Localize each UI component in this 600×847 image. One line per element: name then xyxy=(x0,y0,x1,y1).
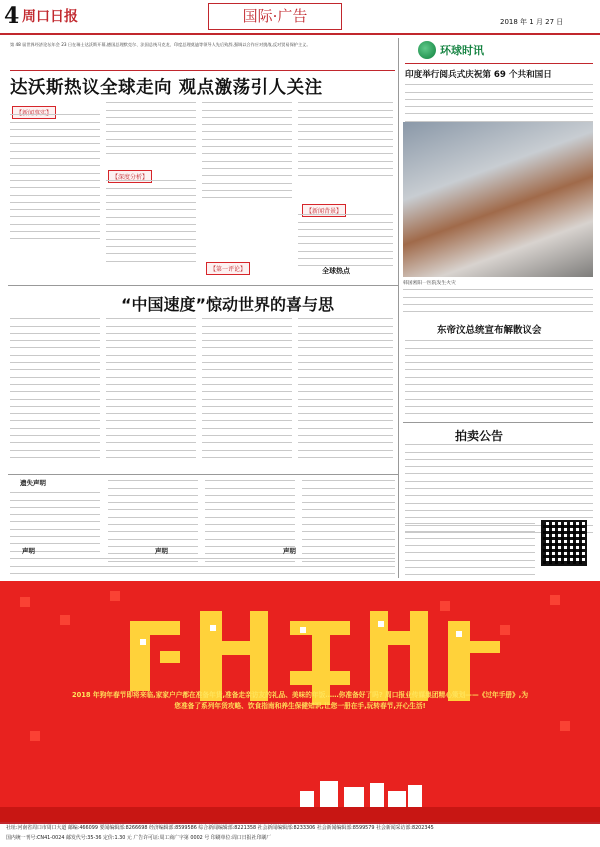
lead-body xyxy=(10,100,395,280)
column-rule xyxy=(398,38,399,578)
auction-headline: 拍卖公告 xyxy=(455,429,504,443)
notice-col-2 xyxy=(108,478,198,568)
statement-label-2: 声明 xyxy=(155,547,168,555)
notices-divider xyxy=(8,474,398,475)
subhead-background-label: 【新闻背景】 xyxy=(302,204,346,217)
lead-column-1 xyxy=(10,112,100,246)
page-number: 4 xyxy=(4,3,20,29)
brand-title: 环球时讯 xyxy=(440,44,484,57)
subhead-analysis-label: 【深度分析】 xyxy=(108,170,152,183)
lead-column-2 xyxy=(106,100,196,161)
lead-column-4b xyxy=(298,212,393,273)
section-title: 国际·广告 xyxy=(208,3,342,30)
notice-divider xyxy=(403,422,593,423)
publication-date: 2018 年 1 月 27 日 xyxy=(500,18,564,26)
lost-notice-label: 遗失声明 xyxy=(20,479,46,487)
masthead xyxy=(0,0,600,36)
tag-global: 全球热点 xyxy=(322,267,350,275)
paper-name: 周口日报 xyxy=(22,9,78,25)
lead-summary: 第 48 届世界经济论坛年会 23 日在瑞士达沃斯开幕,德国总理默克尔、法国总统马克龙、印度总理莫迪等领导人先后致辞,强调以合作应对挑战,反对贸易保护主义。 xyxy=(10,42,311,47)
notice-col-4 xyxy=(302,478,395,568)
footer-contacts: 社址:河南省周口市周口大道 邮编:466099 要闻编辑部:8266698 经济编辑部:8599586 综合新闻编辑部:8221358 社会新闻编辑部:8233306 社会新闻编辑部:8599579 社会新闻采访部:8202345 xyxy=(6,825,434,831)
lead-headline: 达沃斯热议全球走向 观点激荡引人关注 xyxy=(10,78,323,98)
statement-body xyxy=(10,556,395,580)
middle-headline: “中国速度”惊动世界的喜与思 xyxy=(120,295,335,314)
qr-code xyxy=(541,520,587,566)
subhead-comment xyxy=(206,256,250,275)
middle-body xyxy=(10,316,395,466)
notice-col-3 xyxy=(205,478,295,568)
lead-column-2b xyxy=(106,178,196,268)
middle-divider xyxy=(8,285,398,286)
masthead-rule xyxy=(0,33,600,35)
lead-column-4 xyxy=(298,100,393,183)
footer-publication-info: 国内统一刊号:CN41-0024 邮发代号:35-36 定价:1.30 元 广告许可证:周工商广字第 0002 号 印刷单位:周口日报社印刷厂 xyxy=(6,835,272,841)
ad-copy: 2018 年狗年春节即将来临,家家户户都在准备年货,准备走亲访友的礼品、美味的年饭……你准备好了吗? 周口报业传媒集团精心策划——《过年手册》,为您准备了系列年货攻略、饮食指南和养生保健知识,让您一册在手,玩转春节,开心生活! xyxy=(71,691,529,710)
statement-label-3: 声明 xyxy=(283,547,296,555)
lead-column-3 xyxy=(202,100,292,204)
globe-icon xyxy=(418,41,436,59)
timor-headline: 东帝汶总统宣布解散议会 xyxy=(437,325,542,336)
subhead-news-label: 【新闻事实】 xyxy=(12,106,56,119)
auction-body-2 xyxy=(405,521,535,582)
photo-caption-body xyxy=(403,287,593,318)
timor-body xyxy=(405,338,593,421)
subhead-comment-label: 【第一评论】 xyxy=(206,262,250,275)
india-headline: 印度举行阅兵式庆祝第 69 个共和国日 xyxy=(405,70,552,80)
lead-divider xyxy=(10,70,395,71)
photo-caption: 韩国密阳一医院发生火灾 xyxy=(403,281,456,286)
statement-label-1: 声明 xyxy=(22,547,35,555)
fire-photo xyxy=(403,122,593,277)
